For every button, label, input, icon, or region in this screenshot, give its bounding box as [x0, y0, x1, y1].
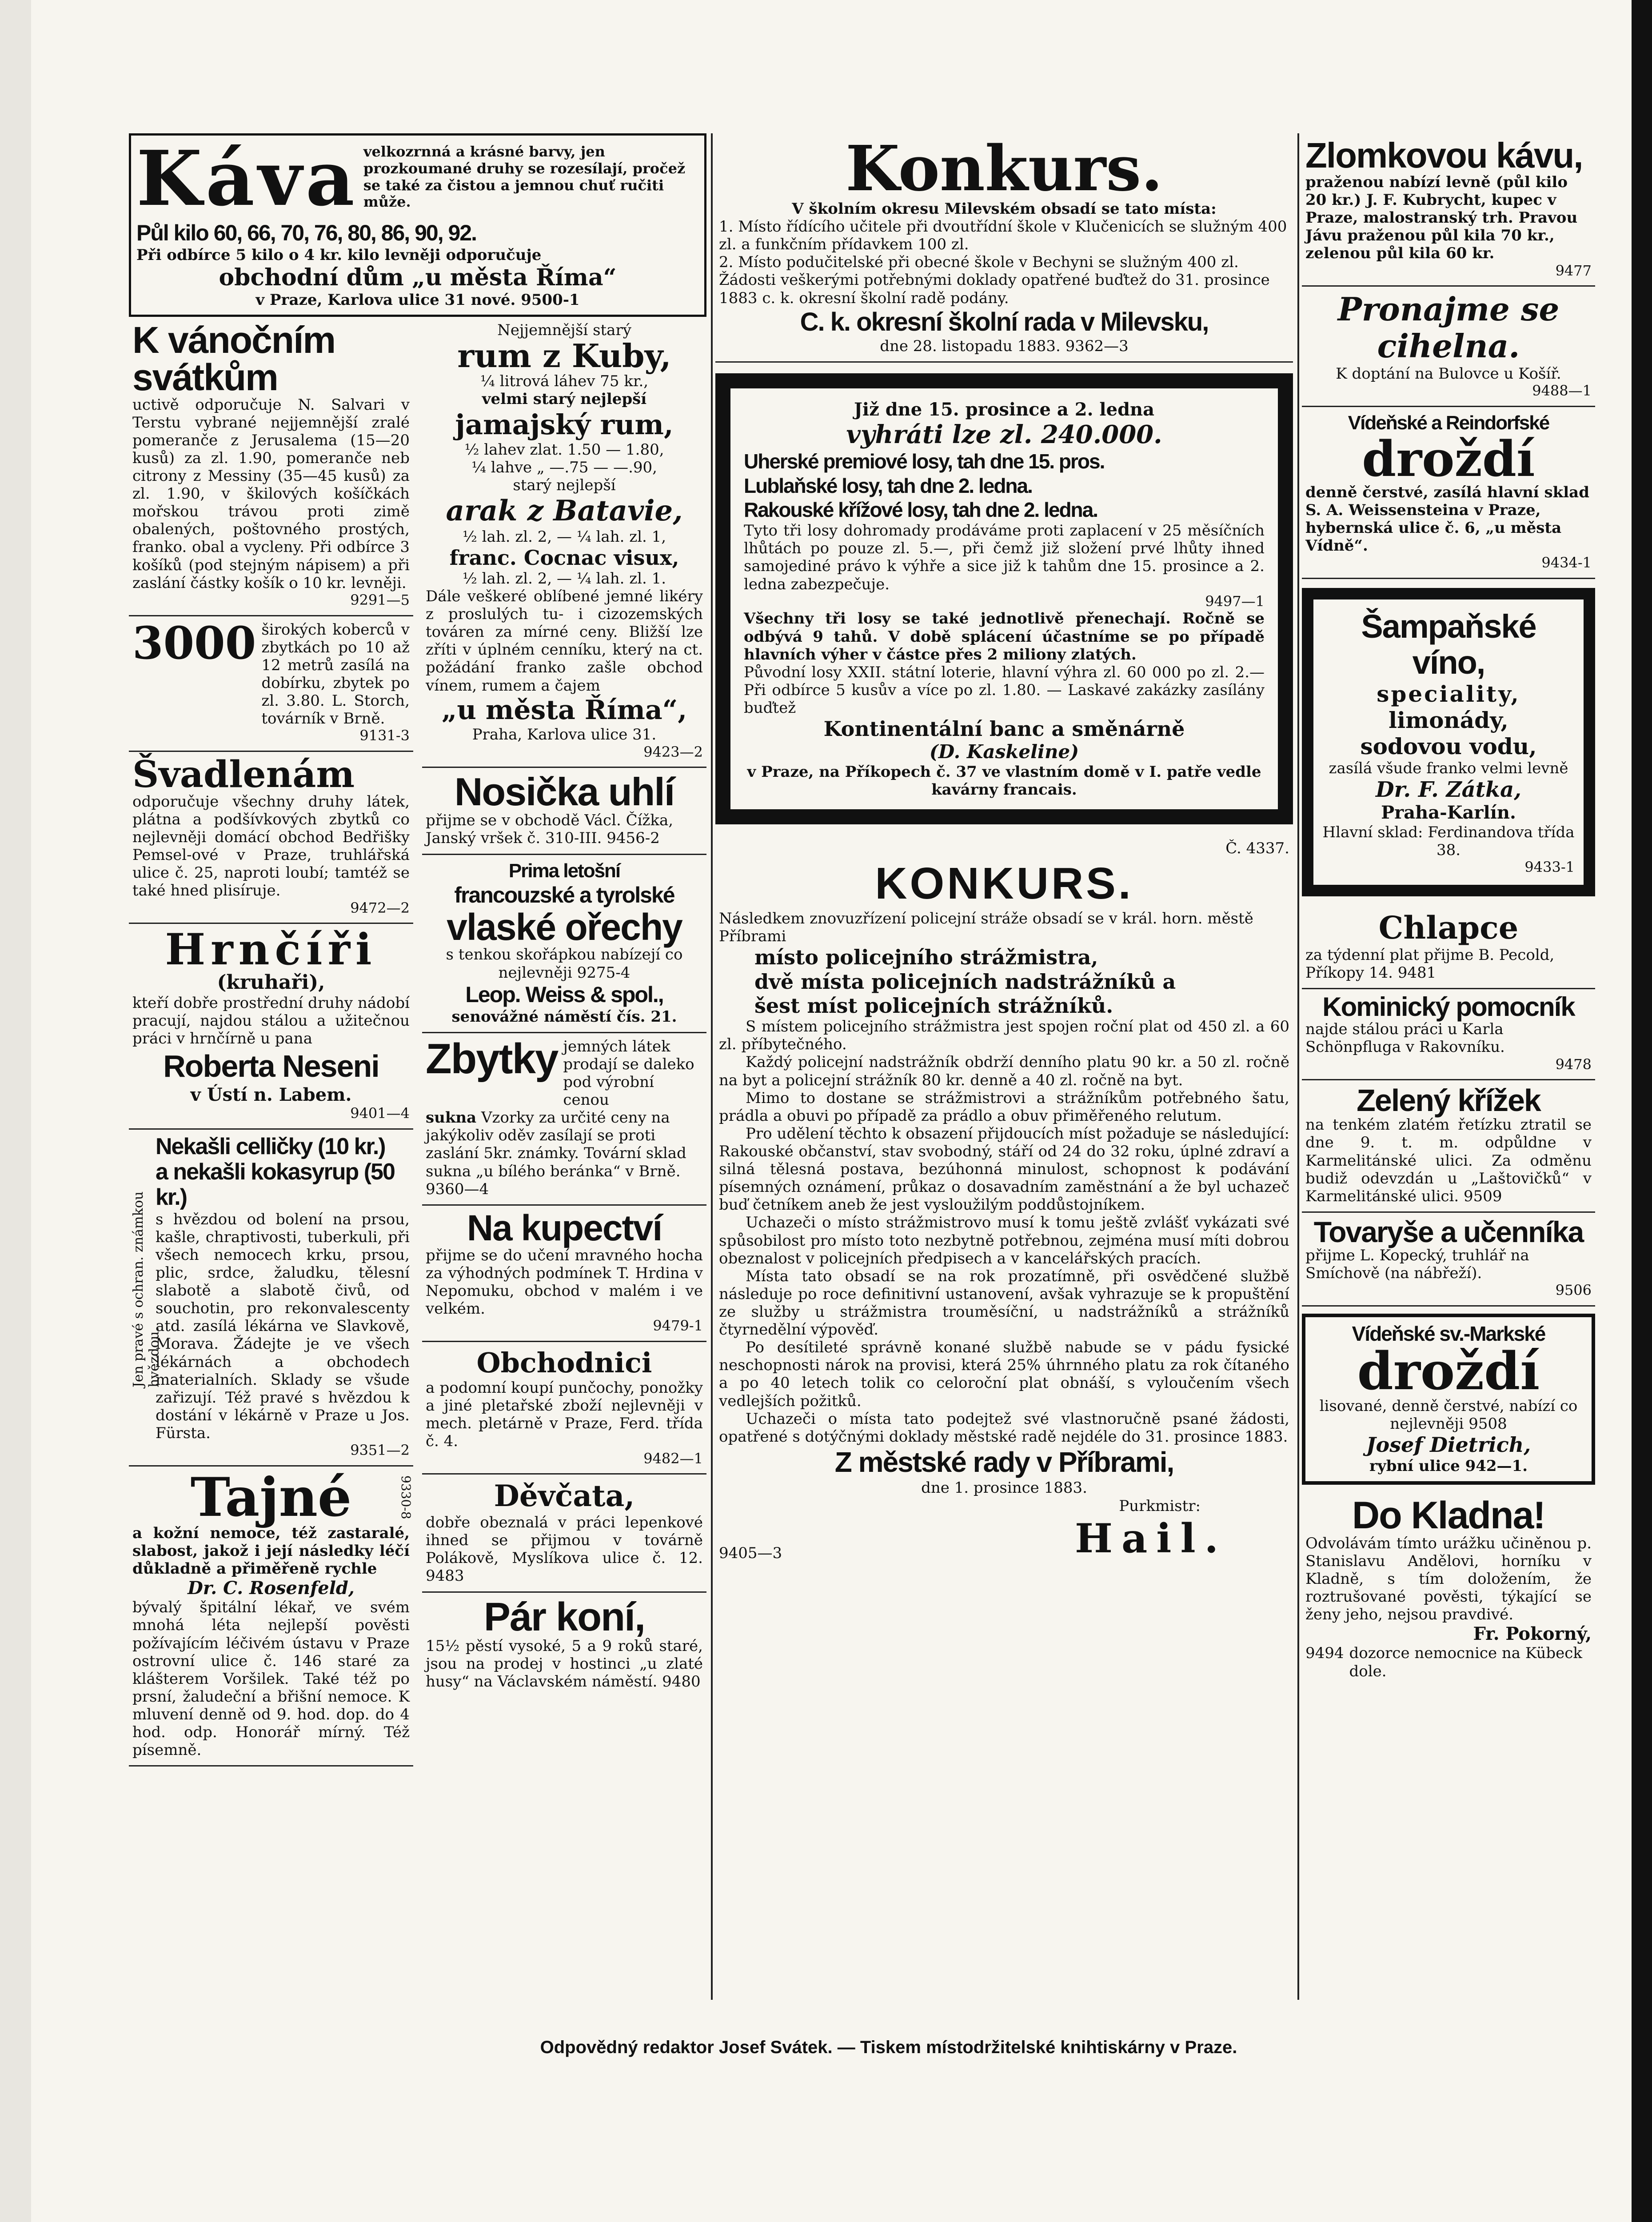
- ad-number: 9479-1: [653, 1317, 703, 1335]
- ad-text: Vzorky za určité ceny na jakýkoliv oděv zasílají se proti zaslání 5kr. známky. Tovární sklad sukna „u bílého beránka“ v Brně.: [426, 1109, 686, 1180]
- ad-title: Švadlenám: [132, 753, 355, 796]
- ad-title: Nosička uhlí: [454, 770, 674, 814]
- ad-number: 9360—4: [426, 1180, 489, 1198]
- ad-koberce: [129, 616, 413, 752]
- ad-authority: Z městské rady v Příbrami,: [834, 1446, 1174, 1478]
- ad-line: a nekašli kokasyrup (50 kr.): [156, 1159, 395, 1211]
- ad-text: Hlavní sklad: Ferdinandova třída 38.: [1322, 823, 1575, 859]
- ad-svadlenam: [129, 752, 413, 924]
- ad-number: 9478: [1555, 1055, 1592, 1073]
- middle-column: [715, 133, 1293, 1568]
- ad-title: droždí: [1357, 1341, 1540, 1402]
- ad-kominicky: [1302, 989, 1595, 1080]
- ad-title: Pár koní,: [483, 1595, 645, 1639]
- ad-line: sodovou vodu,: [1360, 733, 1537, 759]
- ad-line: ¼ lahve „ —.75 — —.90,: [471, 458, 657, 476]
- ad-address: rybní ulice 942—1.: [1369, 1457, 1528, 1475]
- ad-text: Uchazeči o místa tato podejtež své vlastnoručně psané žádosti, opatřené s dotýčnými doklady městské radě nejdéle do 31. prosince 1883.: [719, 1410, 1289, 1446]
- ad-number: 9497—1: [1205, 592, 1265, 610]
- ad-intro: V školním okresu Milevském obsadí se tato místa:: [792, 200, 1217, 218]
- scan-left-margin: [0, 0, 31, 2222]
- ad-line: ¼ litrová láhev 75 kr.,: [480, 372, 649, 391]
- ad-title: franc. Cocnac visux,: [449, 545, 679, 570]
- ad-position: místo policejního strážmistra,: [754, 945, 1098, 970]
- ad-authority: C. k. okresní školní rada v Milevsku,: [800, 307, 1209, 336]
- ad-title: droždí: [1362, 430, 1535, 488]
- ad-tovaryse: [1302, 1213, 1595, 1307]
- ad-rum: [422, 317, 706, 768]
- ad-item: 1. Místo řídícího učitele při dvoutřídní škole v Klučenicích se služným 400 zl. a funkčním přídavkem 100 zl.: [719, 218, 1287, 254]
- ad-title: Kominický pomocník: [1322, 992, 1575, 1022]
- ad-text: 15½ pěstí vysoké, 5 a 9 roků staré, jsou na prodej v hostinci „u zlaté husy“ na Václavském náměstí.: [426, 1637, 703, 1690]
- ad-line: limonády,: [1389, 707, 1508, 733]
- ad-text: širokých koberců v zbytkách po 10 až 12 metrů zasílá na dobírku, zbytek po zl. 3.80. L. Storch, továrník v Brně.: [261, 620, 410, 728]
- ad-name: Roberta Neseni: [163, 1048, 379, 1083]
- ad-head: Nejjemnější starý: [497, 321, 631, 339]
- ad-number: 9472—2: [350, 899, 410, 916]
- ad-title: Konkurs.: [846, 132, 1163, 205]
- ad-kupectvi: [422, 1206, 706, 1342]
- ad-note: Při odbírce 5 kilo o 4 kr. kilo levněji odporučuje: [136, 246, 542, 264]
- ad-number: 9508: [1468, 1415, 1507, 1433]
- ad-title: vlaské ořechy: [447, 906, 682, 948]
- ad-title: Chlapce: [1378, 909, 1519, 946]
- ad-text: přijme se do učení mravného hocha za výhodných podmínek T. Hrdina v Nepomuku, obchod v malém i ve velkém.: [426, 1246, 703, 1318]
- right-column: [1302, 133, 1595, 1686]
- ad-title: Zlomkovou kávu,: [1305, 136, 1583, 175]
- ad-lekarna: [129, 1130, 413, 1467]
- ad-text: Mimo to dostane se strážmistrovi a strážníkům potřebného šatu, prádla a obuvi po případě za prádlo a obuv přiměřeného relutum.: [719, 1089, 1289, 1125]
- ad-text: najde stálou práci u Karla Schönpfluga v Rakovníku.: [1305, 1020, 1505, 1056]
- ad-text: s tenkou skořápkou nabízejí co nejlevněji: [446, 946, 683, 982]
- ad-orechy: [422, 855, 706, 1033]
- ad-number: 9483: [426, 1567, 464, 1585]
- ad-zbytky: [422, 1033, 706, 1206]
- ad-drozdi-weissenstein: [1302, 407, 1595, 579]
- ad-kone: [422, 1593, 706, 1697]
- scan-right-border: [1632, 0, 1652, 2222]
- ad-text: Tyto tři losy dohromady prodáváme proti zaplacení v 25 měsíčních lhůtách po pouze zl. 5.—, při čemž již složení prvé lhůty ihned samojediné právo k výhře a sice již k tahům dne 15. prosince a 2. ledna zabezpečuje.: [744, 522, 1265, 593]
- ad-title: vyhráti lze zl. 240.000.: [846, 420, 1162, 450]
- ad-obchodnici: [422, 1342, 706, 1475]
- ad-place: v Ústí n. Labem.: [190, 1084, 352, 1106]
- ad-side-text: Jen pravé s ochran. známkou hvězdou.: [131, 1191, 162, 1388]
- ad-title: Tajné: [190, 1466, 352, 1529]
- ad-text: bývalý špitální lékař, ve svém mnohá léta nejlepší pověsti požívajícím léčivém ústavu v Praze ostrovní ulice č. 146 staré za klášterem Voršilek. Také též po prsní, žaludeční a břišní nemoce. K mluvení denně od 9. hod. dop. do 4 hod. odp. Honorář mírný. Též písemně.: [132, 1599, 410, 1759]
- ad-name: Dr. C. Rosenfeld,: [188, 1578, 355, 1599]
- ad-kava: [129, 133, 706, 317]
- ad-title: Hrnčíři: [165, 924, 377, 975]
- ad-item: 2. Místo podučitelské při obecné škole v Bechyni se služným 400 zl.: [719, 253, 1239, 272]
- ad-number: 9131-3: [359, 727, 410, 744]
- ad-text: velkozrnná a krásné barvy, jen prozkoumané druhy se rozesílají, pročež se také za čistou a jemnou chuť ručiti může.: [363, 143, 686, 211]
- ad-date: dne 1. prosince 1883.: [921, 1479, 1087, 1497]
- ad-title: jamajský rum,: [455, 408, 674, 441]
- ad-text: kteří dobře prostřední druhy nádobí pracují, najdou stálou a užitečnou práci v hrnčírně u pana: [132, 994, 410, 1048]
- ad-prices: Půl kilo 60, 66, 70, 76, 80, 86, 90, 92.: [136, 220, 476, 245]
- ad-chlapce: [1302, 905, 1595, 990]
- ad-head: Již dne 15. prosince a 2. ledna: [854, 399, 1155, 420]
- ad-title: Pronajme se cihelna.: [1337, 290, 1560, 365]
- ad-number: 9488—1: [1532, 382, 1592, 399]
- ad-head: Vídeňské a Reindorfské: [1348, 412, 1549, 434]
- ad-place: Praha-Karlín.: [1381, 802, 1516, 823]
- ad-title: K vánočním svátkům: [132, 319, 335, 398]
- ad-position: šest míst policejních strážníků.: [754, 994, 1113, 1018]
- ad-text: přijme L. Kopecký, truhlář na Smíchově (na nábřeží).: [1305, 1246, 1529, 1282]
- column-rule: [711, 133, 713, 2000]
- ad-address: v Praze, Karlova ulice 31 nové.: [255, 291, 516, 309]
- ad-house: obchodní dům „u města Říma“: [219, 264, 617, 292]
- ad-text: na tenkém zlatém řetízku ztratil se dne 9. t. m. odpůldne v Karmelitánské ulici. Za odměnu budiž odevzdán u „Laštovičků“ v Karmelitánské ulici.: [1305, 1116, 1592, 1205]
- ad-firm: (D. Kaskeline): [929, 741, 1079, 763]
- ad-text: Žádosti veškerými potřebnými doklady opatřené buďtež do 31. prosince 1883 c. k. okresní školní radě podány.: [719, 271, 1270, 307]
- ad-name: Dr. F. Zátka,: [1376, 777, 1521, 802]
- ad-title: 3000: [132, 616, 256, 669]
- ad-text: Pro udělení těchto k obsazení přijdoucích míst požaduje se následující: Rakouské občanství, stav svobodný, stáří od 24 do 32 roku, úplné zdraví a silná tělesná postava, bezúhonná minulost, schopnost k podávání písemných oznámení, průkaz o dosavadním zaměstnání a že byl uchazeč buď četníkem aneb že jest vysloužilým poddůstojníkem.: [719, 1124, 1289, 1214]
- ad-number: 9456-2: [607, 829, 660, 847]
- ad-line: speciality,: [1377, 680, 1520, 707]
- ad-konkurs-milevsko: [715, 133, 1293, 363]
- ad-title: Děvčata,: [494, 1479, 635, 1514]
- ad-line: francouzské a tyrolské: [454, 883, 674, 908]
- left-column: [129, 133, 706, 1961]
- ad-subtitle: sukna: [426, 1109, 477, 1127]
- ad-line: ½ lahev zlat. 1.50 — 1.80,: [464, 440, 664, 459]
- ad-text: praženou nabízí levně (půl kilo 20 kr.) J. F. Kubrycht, kupec v Praze, malostranský trh. Pravou Jávu praženou půl kila 70 kr., zelenou půl kila 60 kr.: [1305, 173, 1578, 263]
- ad-name: Fr. Pokorný,: [1473, 1623, 1592, 1645]
- ad-number: 9291—5: [350, 591, 410, 608]
- ad-title: Na kupectví: [467, 1207, 662, 1248]
- ad-text: Dále veškeré oblíbené jemné likéry z proslulých tu- i cizozemských továren za mírné ceny. Bližší lze zříti v úplném cenníku, který na ct. požádání franko zašle obchod vínem, rumem a čajem: [426, 587, 703, 695]
- ad-subtitle: (kruhaři),: [217, 971, 325, 994]
- imprint-footer: Odpovědný redaktor Josef Svátek. — Tiskem místodržitelské knihtiskárny v Praze.: [540, 2038, 1237, 2057]
- ad-number: 9434-1: [1541, 554, 1592, 571]
- ad-number: 9500-1: [521, 291, 580, 309]
- ad-side-text: 9330-8: [399, 1475, 413, 1519]
- ad-house: „u města Říma“,: [441, 694, 687, 726]
- ad-role: Purkmistr:: [1119, 1497, 1201, 1515]
- ad-line: velmi starý nejlepší: [482, 390, 647, 408]
- ad-title: Tovaryše a učenníka: [1313, 1215, 1584, 1248]
- ad-position: dvě místa policejních nadstrážníků a: [754, 969, 1176, 994]
- ad-number: 9477: [1555, 262, 1592, 279]
- ad-title: Obchodnici: [476, 1346, 652, 1379]
- ad-number: 9509: [1464, 1187, 1502, 1205]
- ad-number: 9362—3: [1065, 337, 1129, 356]
- ad-address: senovážné náměstí čís. 21.: [451, 1007, 677, 1026]
- ad-date: dne 28. listopadu 1883.: [880, 337, 1061, 356]
- ad-name: Leop. Weiss & spol.,: [465, 982, 663, 1007]
- ad-title: Zelený křížek: [1357, 1083, 1540, 1118]
- ad-kladno: [1302, 1492, 1595, 1686]
- ad-number: 9401—4: [350, 1105, 410, 1122]
- ad-text: s hvězdou od bolení na prsou, kašle, chraptivosti, tuberkuli, při všech nemocech krku, prsou, plic, srdce, žaludku, tělesní slabotě a slabotě čivů, od souchotin, pro rekonvalescenty atd. zasílá lékárna ve Slavkově, Morava. Žádejte je ve všech lékárnách a obchodech materialních. Sklady se všude zařizují. Též pravé s hvězdou k dostání v lékárně v Praze u Jos. Fürsta.: [156, 1210, 410, 1442]
- ad-text: za týdenní plat přijme B. Pecold, Příkopy 14.: [1305, 946, 1555, 982]
- ad-text: lisované, denně čerstvé, nabízí co nejlevněji: [1319, 1397, 1578, 1433]
- ad-krizek: [1302, 1080, 1595, 1213]
- ad-name: Josef Dietrich,: [1366, 1433, 1531, 1457]
- ad-text: S místem policejního strážmistra jest spojen roční plat od 450 zl. a 60 zl. příbytečného.: [719, 1018, 1289, 1054]
- ad-line: ½ lah. zl. 2, — ¼ lah. zl. 1.: [462, 569, 666, 587]
- ad-text: a kožní nemoce, též zastaralé, slabost, jakož i její následky léčí důkladně a přiměřeně rychle: [132, 1524, 410, 1578]
- ad-title: arak z Batavie,: [446, 494, 683, 528]
- ad-title: Zbytky: [426, 1035, 558, 1083]
- ad-number: 9494: [1305, 1644, 1344, 1663]
- ad-vanoce: [129, 317, 413, 616]
- ad-text: Původní losy XXII. státní loterie, hlavní výhra zl. 60 000 po zl. 2.— Při odbírce 5 kusův a více po zl. 1.80. — Laskavé zakázky zasílány buďtež: [744, 663, 1265, 717]
- ad-text: Odvolávám tímto urážku učiněnou p. Stanislavu Andělovi, horníku v Kladně, s tím doložením, že roztrušované pověsti, týkající se ženy jeho, nejsou pravdivé.: [1305, 1534, 1592, 1624]
- ad-text: odporučuje všechny druhy látek, plátna a podšívkových zbytků co nejlevněji domácí obchod Bedřišky Pemsel-ové v Praze, truhlářská ulice č. 25, naproti loubí; tamtéž se také hned plisíruje.: [132, 792, 410, 900]
- ad-cihelna: [1302, 287, 1595, 407]
- ad-address: v Praze, na Příkopech č. 37 ve vlastním domě v I. patře vedle kavárny francais.: [747, 763, 1261, 799]
- ad-head: Vídeňské sv.-Markské: [1352, 1322, 1545, 1345]
- ad-text: Každý policejní nadstrážník obdrží denního platu 90 kr. a 50 zl. ročně na byt a policejní strážník 80 kr. denně a 40 zl. ročně na byt.: [719, 1053, 1289, 1089]
- ad-text: dobře obeznalá v práci lepenkové ihned se přijmou v továrně Polákově, Myslíkova ulice č. 12.: [426, 1514, 703, 1567]
- ad-text: Místa tato obsadí se na rok prozatímně, při osvědčené službě následuje po roce definitivní ustanovení, avšak vyhrazuje se k propuštění ze služby u strážmistra trouměsíční, u nadstrážníků a strážníků čtyrnedělní výpověď.: [719, 1267, 1289, 1339]
- ad-text: přijme se v obchodě Václ. Čížka, Janský vršek č. 310-III.: [426, 811, 674, 847]
- ad-text: uctivě odporučuje N. Salvari v Terstu vybrané nejjemnější zralé pomeranče z Jerusalema (15—20 kusů) za zl. 1.90, pomeranče neb citrony z Messiny (35—45 kusů) za zl. 1.90, v škilových košíčkách mořskou trávou proti zimě obalených, poštovného prostých, franko. obal a vycleny. Při odbírce 3 košíků (pod stejným nápisem) a při zaslání částky košík o 10 kr. levněji.: [132, 396, 410, 592]
- ad-text: K doptání na Bulovce u Košíř.: [1336, 364, 1561, 383]
- ad-text: Po desítileté správně konané službě nabude se v pádu fysické neschopnosti nárok na provisi, která 25% úhrnného platu za rok čítaného a po 40 letech tolik co celoroční plat obnáší, s vyloučením všech vedlejších požitků.: [719, 1339, 1289, 1410]
- ad-text: Všechny tři losy se také jednotlivě přenechají. Ročně se odbývá 9 tahů. V době splácení účastníme se po případě hlavních výher v částce přes 2 miliony zlatých.: [744, 610, 1265, 663]
- ad-line: Prima letošní: [508, 859, 620, 882]
- ad-line: Lublaňské losy, tah dne 2. ledna.: [744, 474, 1032, 497]
- ad-line: Rakouské křížové losy, tah dne 2. ledna.: [744, 498, 1098, 521]
- ad-number: 9405—3: [719, 1544, 782, 1562]
- ad-tajne: [129, 1467, 413, 1767]
- ad-zlomkova: [1302, 133, 1595, 287]
- ad-number: 9351—2: [350, 1442, 410, 1459]
- ad-number: 9482—1: [643, 1450, 703, 1467]
- ad-konkurs-pribram: [715, 835, 1293, 1568]
- ad-bank: Kontinentální banc a směnárně: [823, 717, 1185, 741]
- ad-hrnciri: [129, 924, 413, 1130]
- ad-line: Uherské premiové losy, tah dne 15. pros.: [744, 450, 1105, 473]
- ad-text: jemných látek prodají se daleko pod výrobní cenou: [563, 1037, 694, 1109]
- ad-number: 9433-1: [1524, 858, 1575, 875]
- ad-text: denně čerstvé, zasílá hlavní sklad S. A. Weissensteina v Praze, hybernská ulice č. 6, „u města Vídně“.: [1305, 483, 1589, 555]
- left-subcolumn: [129, 317, 413, 1767]
- ad-number: 9423—2: [643, 743, 703, 760]
- ad-ref-number: Č. 4337.: [1225, 839, 1289, 858]
- ad-devcata: [422, 1475, 706, 1592]
- ad-role: dozorce nemocnice na Kübeck dole.: [1349, 1644, 1582, 1680]
- ad-intro: Následkem znovuzřízení policejní stráže obsadí se v král. horn. městě Příbrami: [719, 910, 1253, 946]
- ad-nosicka: [422, 768, 706, 855]
- ad-address: Praha, Karlova ulice 31.: [472, 726, 657, 744]
- ad-text: a podomní koupí punčochy, ponožky a jiné pletařské zboží nejlevněji v mech. pletárně v Praze, Ferd. třída č. 4.: [426, 1379, 703, 1451]
- ad-title: Šampaňské víno,: [1361, 607, 1536, 681]
- ad-number: 9506: [1555, 1282, 1592, 1299]
- ad-title: rum z Kuby,: [457, 336, 671, 375]
- ad-line: starý nejlepší: [513, 476, 616, 494]
- ad-title: Do Kladna!: [1352, 1494, 1545, 1537]
- ad-signature: Hail.: [1074, 1515, 1227, 1562]
- ad-sampanske: [1302, 588, 1595, 896]
- ad-number: 9275-4: [577, 963, 630, 982]
- ad-line: ½ lah. zl. 2, — ¼ lah. zl. 1,: [462, 528, 666, 546]
- ad-title: Káva: [136, 134, 358, 223]
- ad-number: 9481: [1397, 964, 1437, 982]
- ad-title: KONKURS.: [875, 859, 1133, 909]
- ad-number: 9480: [662, 1672, 701, 1690]
- column-rule: [1297, 133, 1299, 2000]
- ad-text: Uchazeči o místo strážmistrovo musí k tomu ještě zvlášť vykázati své spůsobilost pro místo toto nezbytně potřebnou, zejména musí míti dobrou obeznalost v policejních předpisech a v kancelářských pracích.: [719, 1214, 1289, 1267]
- right-subcolumn: [422, 317, 706, 1697]
- ad-drozdi-dietrich: [1302, 1314, 1595, 1485]
- ad-line: Nekašli celličky (10 kr.): [156, 1134, 385, 1160]
- ad-text: zasílá všude franko velmi levně: [1329, 759, 1568, 777]
- ad-losy: [715, 373, 1293, 824]
